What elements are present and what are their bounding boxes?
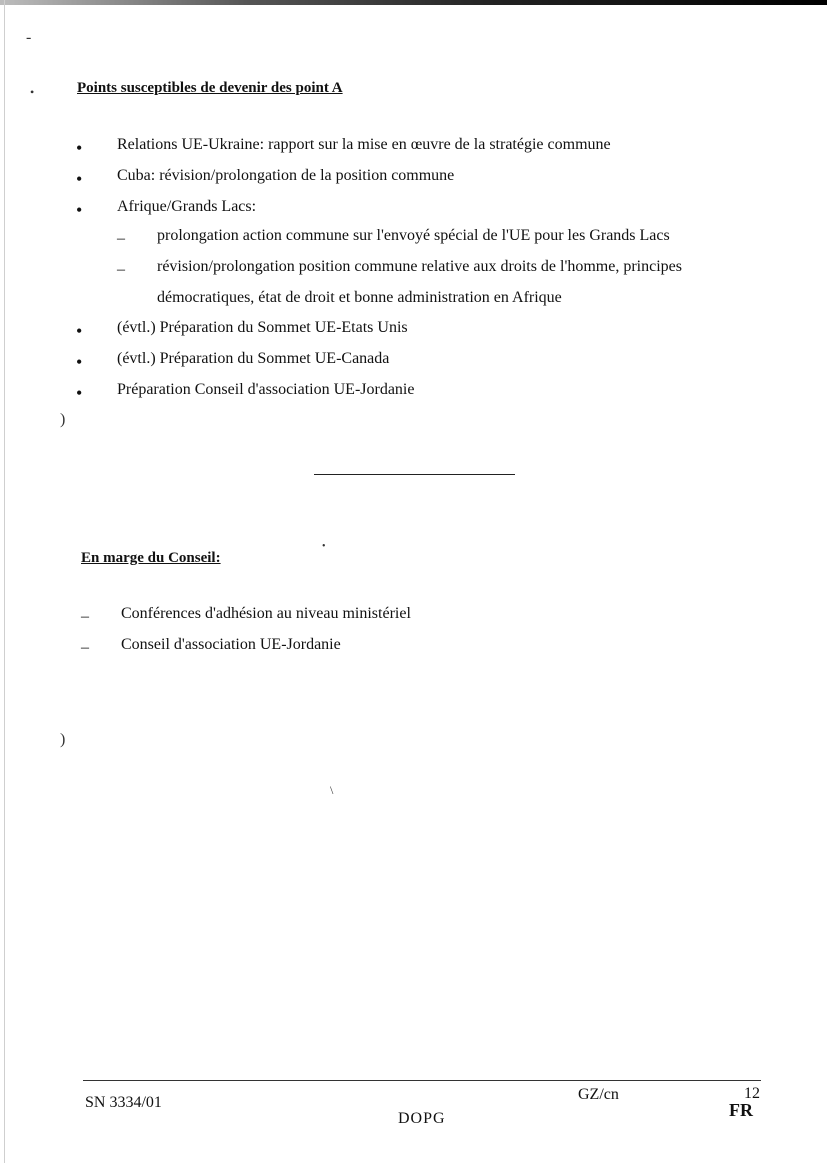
section-a-subitem-2-continued: démocratiques, état de droit et bonne administration en Afrique [157, 289, 562, 306]
bullet-icon: • [76, 321, 83, 341]
dash-icon: – [81, 608, 89, 625]
section-b-item-1: Conférences d'adhésion au niveau ministériel [121, 605, 411, 622]
section-a-item-6: Préparation Conseil d'association UE-Jordanie [117, 381, 415, 398]
section-b-heading: En marge du Conseil: [81, 550, 221, 566]
bullet-icon: • [76, 169, 83, 189]
dash-icon: – [81, 639, 89, 656]
scan-mark: ) [60, 731, 66, 748]
bullet-icon: • [76, 138, 83, 158]
scan-top-border [0, 0, 827, 5]
footer-initials: GZ/cn [578, 1086, 619, 1103]
section-b-item-2: Conseil d'association UE-Jordanie [121, 636, 341, 653]
section-a-item-2: Cuba: révision/prolongation de la position commune [117, 167, 455, 184]
dash-icon: – [117, 261, 125, 278]
scan-mark: ) [60, 411, 66, 428]
footer-language: FR [729, 1100, 753, 1120]
bullet-icon: • [76, 383, 83, 403]
section-a-item-4: (évtl.) Préparation du Sommet UE-Etats Unis [117, 319, 408, 336]
section-a-item-3: Afrique/Grands Lacs: [117, 198, 257, 215]
footer-rule [83, 1080, 761, 1081]
scan-mark: • [30, 85, 35, 99]
section-a-item-5: (évtl.) Préparation du Sommet UE-Canada [117, 350, 390, 367]
footer-page-number: 12 [744, 1085, 760, 1102]
footer-doc-ref: SN 3334/01 [85, 1094, 162, 1111]
scan-left-edge [4, 0, 5, 1163]
bullet-icon: • [76, 352, 83, 372]
section-separator [314, 474, 515, 475]
scan-mark: • [322, 541, 326, 552]
section-a-heading: Points susceptibles de devenir des point A [77, 80, 343, 96]
bullet-icon: • [76, 200, 83, 220]
dash-icon: – [117, 230, 125, 247]
section-a-subitem-1: prolongation action commune sur l'envoyé spécial de l'UE pour les Grands Lacs [157, 227, 670, 244]
scan-mark: \ [330, 783, 334, 797]
section-a-subitem-2: révision/prolongation position commune relative aux droits de l'homme, principes [157, 258, 682, 275]
scan-mark: - [26, 29, 32, 46]
section-a-item-1: Relations UE-Ukraine: rapport sur la mise en œuvre de la stratégie commune [117, 136, 611, 153]
footer-department: DOPG [398, 1110, 446, 1127]
